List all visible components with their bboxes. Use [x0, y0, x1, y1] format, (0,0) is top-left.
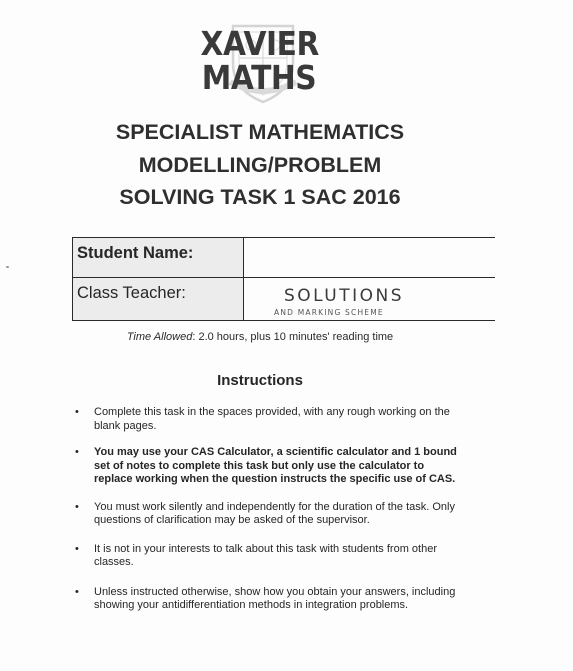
- student-name-row: [72, 237, 495, 277]
- logo-word-xavier: XAVIER: [200, 24, 319, 63]
- logo-word-maths: MATHS: [201, 58, 317, 97]
- instruction-text: Unless instructed otherwise, show how you obtain your answers, including showing your antidifferentiation methods in integration problems.: [94, 585, 456, 611]
- class-teacher-field[interactable]: [243, 277, 495, 321]
- instruction-item: [75, 406, 465, 433]
- title-line-1: SPECIALIST MATHEMATICS: [115, 120, 405, 144]
- time-allowed-label: Time Allowed: [126, 331, 193, 343]
- instruction-item: [75, 446, 465, 487]
- bullet-icon: •: [75, 406, 79, 418]
- bullet-icon: •: [75, 542, 79, 555]
- student-name-label: Student Name:: [72, 237, 243, 277]
- scan-speck: [6, 266, 9, 268]
- bullet-icon: •: [75, 446, 79, 458]
- title-line-3: SOLVING TASK 1 SAC 2016: [119, 185, 401, 209]
- instruction-item: [75, 586, 465, 613]
- instruction-text: You must work silently and independently for the duration of the task. Only questions of clarification may be asked of the supervisor.: [94, 500, 455, 526]
- instructions-heading: Instructions: [217, 372, 303, 389]
- class-teacher-label: Class Teacher:: [72, 277, 243, 321]
- school-logo: [196, 20, 326, 106]
- instruction-item: [75, 501, 465, 528]
- student-name-field[interactable]: [243, 237, 495, 277]
- time-allowed-text: : 2.0 hours, plus 10 minutes' reading time: [192, 331, 394, 343]
- student-info-table: [72, 237, 495, 321]
- time-allowed: [0, 331, 520, 343]
- instruction-text: It is not in your interests to talk about this task with students from other classes.: [94, 542, 437, 568]
- bullet-icon: •: [75, 500, 79, 513]
- handwritten-note: AND MARKING SCHEME: [274, 308, 384, 317]
- class-teacher-row: [72, 277, 495, 321]
- bullet-icon: •: [75, 585, 79, 598]
- handwritten-solutions: SOLUTIONS: [284, 286, 405, 306]
- instructions-list: [75, 402, 465, 613]
- title-line-2: MODELLING/PROBLEM: [138, 153, 382, 177]
- instruction-text: You may use your CAS Calculator, a scientific calculator and 1 bound set of notes to complete this task but only use the calculator to replace working when the question instructs the specific use of CAS.: [94, 446, 457, 485]
- instruction-item: [75, 543, 465, 570]
- instruction-text: Complete this task in the spaces provided, with any rough working on the blank pages.: [94, 406, 450, 432]
